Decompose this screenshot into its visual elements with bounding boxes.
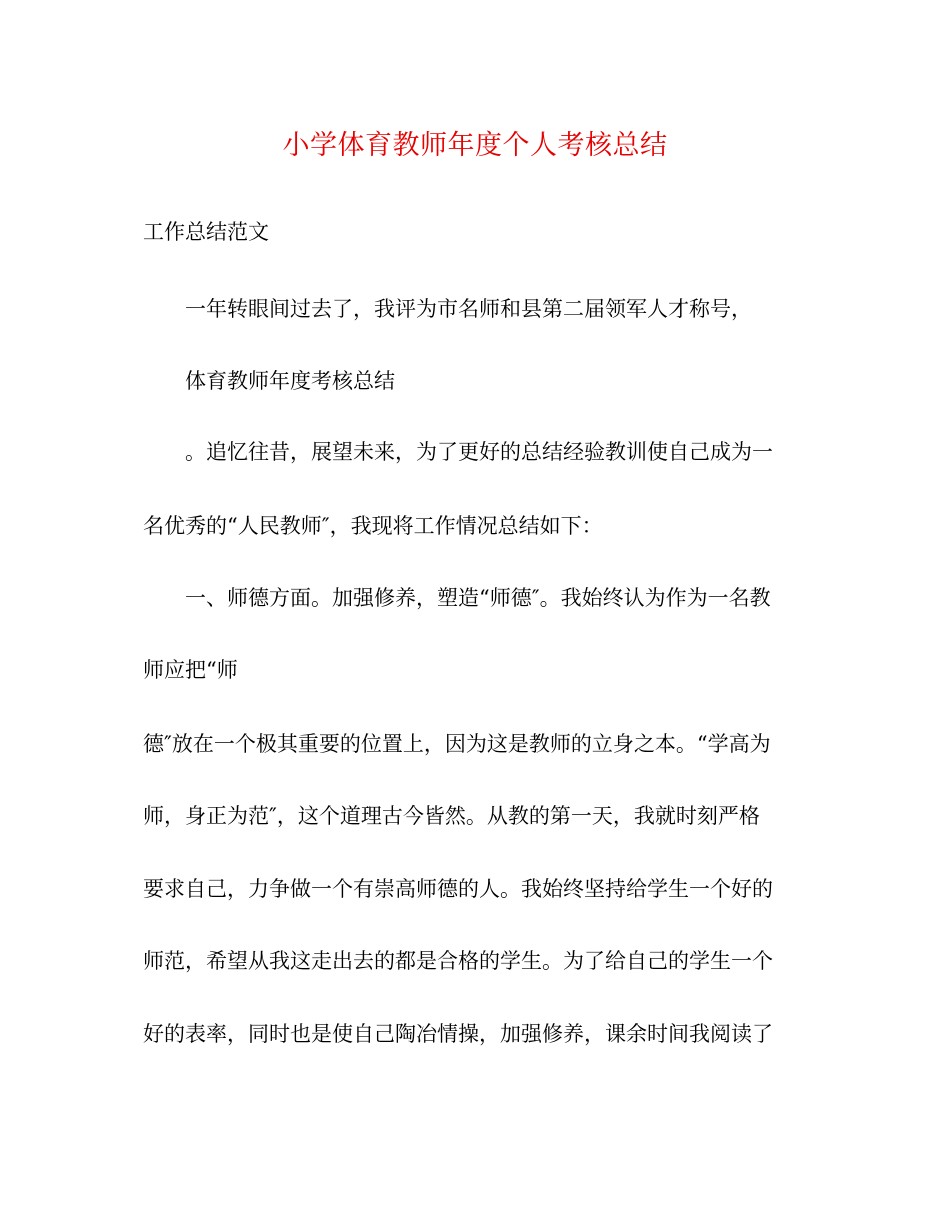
paragraph-line: 德″放在一个极其重要的位置上，因为这是教师的立身之本。“学高为 <box>143 732 771 756</box>
section-label: 工作总结范文 <box>143 220 269 244</box>
paragraph-line: 师应把“师 <box>143 658 238 682</box>
paragraph-line: 一、师德方面。加强修养，塑造“师德″。我始终认为作为一名教 <box>185 586 771 610</box>
paragraph-line: 师，身正为范″，这个道理古今皆然。从教的第一天，我就时刻严格 <box>143 804 760 828</box>
paragraph-line: 好的表率，同时也是使自己陶冶情操，加强修养，课余时间我阅读了 <box>143 1022 773 1046</box>
paragraph-line: 名优秀的“人民教师″，我现将工作情况总结如下： <box>143 514 603 538</box>
paragraph-line: 体育教师年度考核总结 <box>185 369 395 393</box>
paragraph-line: 要求自己，力争做一个有崇高师德的人。我始终坚持给学生一个好的 <box>143 877 773 901</box>
paragraph-line: 师范，希望从我这走出去的都是合格的学生。为了给自己的学生一个 <box>143 949 773 973</box>
paragraph-line: 一年转眼间过去了，我评为市名师和县第二届领军人才称号， <box>185 297 752 321</box>
document-title: 小学体育教师年度个人考核总结 <box>282 130 668 161</box>
paragraph-line: 。追忆往昔，展望未来，为了更好的总结经验教训使自己成为一 <box>185 440 773 464</box>
